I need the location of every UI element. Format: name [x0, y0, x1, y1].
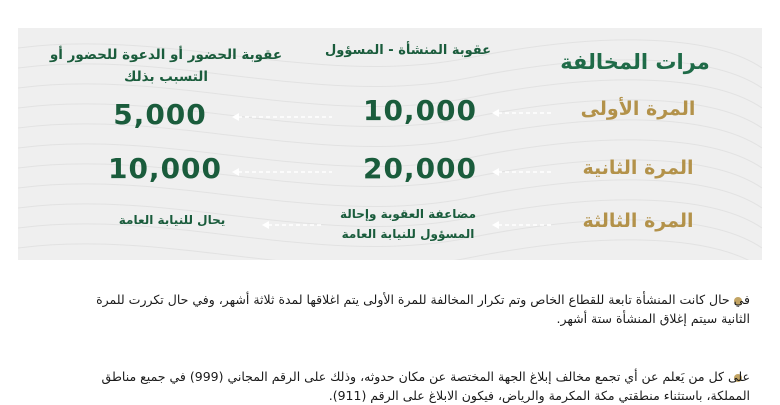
attend-penalty-first: 5,000 [113, 98, 207, 131]
row-label-first: المرة الأولى [580, 98, 696, 120]
arrow-icon [492, 108, 552, 118]
header-violations: مرات المخالفة [560, 50, 710, 74]
penalty-third: مضاعفة العقوبة وإحالة المسؤول للنيابة العامة [339, 207, 477, 241]
arrow-icon [492, 220, 552, 230]
attend-penalty-third: يحال للنيابة العامة [118, 213, 226, 227]
header-attendance-penalty: عقوبة الحضور أو الدعوة للحضور أو التسبب بذلك [49, 47, 283, 85]
arrow-icon [232, 167, 332, 177]
penalty-first: 10,000 [362, 94, 478, 127]
penalty-second: 20,000 [362, 152, 478, 185]
row-label-second: المرة الثانية [582, 157, 694, 179]
arrow-icon [262, 220, 322, 230]
arrow-icon [232, 112, 332, 122]
attend-penalty-second: 10,000 [107, 152, 223, 185]
arrow-icon [492, 167, 552, 177]
note-reporting: على كل من يَعلم عن أي تجمع مخالف إبلاغ الجهة المختصة عن مكان حدوثه، وذلك على الرقم المجاني (999) في جميع مناطق المملكة، باستثناء منطقتي مكة المكرمة والرياض، فيكون الابلاغ على الرقم (911). [101, 369, 750, 403]
header-facility-penalty: عقوبة المنشأة - المسؤول [324, 43, 492, 58]
note-closure: في حال كانت المنشأة تابعة للقطاع الخاص وتم تكرار المخالفة للمرة الأولى يتم اغلاقها لمدة ثلاثة أشهر، وفي حال تكررت للمرة الثانية سيتم إغلاق المنشأة ستة أشهر. [96, 292, 750, 326]
row-label-third: المرة الثالثة [582, 210, 694, 232]
